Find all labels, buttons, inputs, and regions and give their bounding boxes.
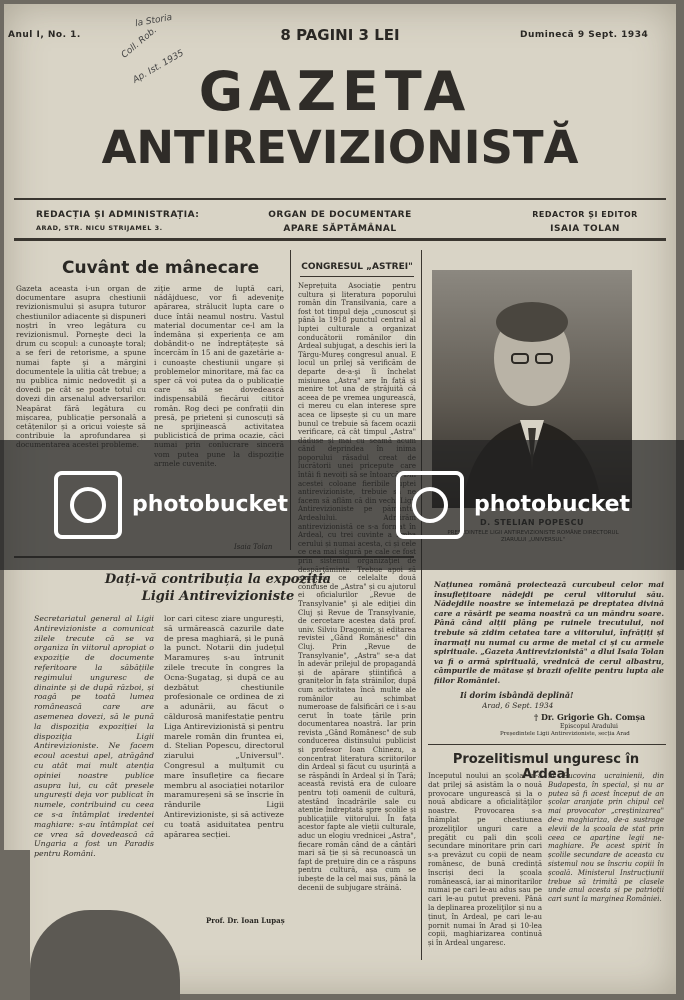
handwritten-note-1: la Storia: [134, 12, 173, 30]
masthead-rule-bottom: [14, 238, 666, 241]
prozelitism-column-2: în Bucovina ucrainienii, din Budapesta, în special, și nu ar putea să fi acest început de an școlar aranjate prin chipul cel mai provocator „creștinizarea" de-a maghiariza, de-a sustrage elevii de la școala de stat prin ceea ce aparține legii ne-maghiare. Pe acest spirit în școlile secundare de aceasta cu sistemul nou se înscriu copiii în școală. Ministerul Instrucțiunii trebue să trimită pe clasele unde anul acesta și pe patrioții cari sunt la marginea României.: [548, 772, 664, 904]
torn-edge-left: [0, 850, 30, 1000]
admin-label: REDACȚIA ȘI ADMINISTRAȚIA:: [36, 210, 200, 220]
watermark-band: [0, 440, 684, 570]
editor-name: ISAIA TOLAN: [550, 224, 620, 234]
masthead-rule-top: [14, 198, 666, 200]
editor-label: REDACTOR ȘI EDITOR: [532, 210, 638, 219]
prozelitism-column-1: Începutul noului an școlar n-a dat prilej să asistăm la o nouă provocare ungurească și la o nouă abdicare a oficialităţilor noastre. Provocarea s-a înămplat pe chestiunea prozeliţilor unguri care a pregătit cu pali din școli secundare minoritare prin cari s-a prevăzut cu copii de neam românesc, de bună credință înscriși deci la școala românească, iar ai minoritarilor numai pe cari le-au adus sau pe cari le-au putut preveni. Până la deplinarea prozeliţilor și nu a ținut, în Ardeal, pe cari le-au pornit numai în Arad și 10-lea copii, maghiarizarea continuă și în Ardeal ungaresc.: [428, 772, 542, 948]
masthead-title-line1: GAZETA: [198, 60, 472, 123]
frequency-label: APARE SĂPTĂMÂNAL: [283, 224, 397, 234]
proclamation-sig-title2: Președintele Ligii Antirevizioniste, secția Arad: [500, 731, 630, 737]
astra-headline: CONGRESUL „ASTREI": [301, 262, 413, 272]
masthead-title-line2: ANTIREVIZIONISTĂ: [101, 121, 579, 174]
expozitie-headline-1: Dați-vă contribuția la expoziția: [104, 572, 332, 587]
expozitie-column-1: Secretariatul general al Ligii Antirevizioniste a comunicat zilele trecute că se va organiza în viitorul apropiat o expoziție de documente referitoare la săbățiile regimului unguresc de dinainte și de după război, și roagă pe toată lumea românească care are asemenea dovezi, să le pună la dispoziția expoziției la dispoziţia Ligii Antirevizioniste. Ne facem ecoul acestui apel, atrăgând cu atât mai mult atenția opiniei noastre publice asupra lui, cu cât presele ungurești deja vor publicat în numele, contribuind cu ceea ce s-a întâmplat iredentei maghiare: s-au întâmplat cei ce vrea să dovedească că Ungaria a fost un Paradis pentru Români.: [34, 614, 154, 859]
proclamation-text: Națiunea română proiectează curcubeul celor mai însuflețitoare nădejdi pe cerul viitorului său. Nădejdile noastre se întemeiază pe dreptatea divină care a răsărit pe seama noastră ca un măndru soare. Până când alții plâng pe ruinele trecutului, noi trebuie să zidim cetatea tare a viitorului, înfrățiți și înarmați nu numai cu arme de metal ci și cu armele spirituale. „Gazeta Antirevizionistă" a dlui Isaia Tolan va fi o armă spirituală, vrednică de cerul albastru, câmpurile de mătase și brazii ofelite pentru lupta ale fiilor României.: [434, 580, 664, 685]
admin-address: ARAD, STR. NICU STRIJAMEL 3.: [36, 224, 163, 232]
cuvant-column-1: Gazeta aceasta i-un organ de documentare asupra chestiunii revizionismului și asupra tuturor chestiunilor adiacente și dispuneri noștri în vreo legătura cu revizionismul. Porneşte deci la drum cu scopul: a cunoaşte toral; a se feri de retorisme, a spune numai fapte şi a mărgini documentele la ulitia cât trebue; a nu publica nimic nedovedit şi a dovedi pe cât se poate totul cu dovezi din arsenalul adversarilor. Neapărat fără legătura cu mișcarea, publicație personală a cetățenilor și a oricui voiește să contribuie la aprofundarea și: [16, 284, 146, 441]
astra-text: Neprețuita Asociație pentru cultura și literatura poporului român din Transilvania, care a fost tot timpul deja „cunoscut şi până la 1918 punctul central al luptei culturale a organizat conducătorii românilor din Ardeal subjugat, a deschis ieri la Târgu-Mureş congresul anual. E locul un prilej să verificăm de departe de-a-şi îi închelat misiunea „Astra" are în față și menire tot una de ștrăjuită că aceea de pe vremea ungurească, ci mereu cu elan interese spre acea ce lipsește și cu un mare bunul ce trebuie să facem ocazii verificare, că cât timpul „Astra" amintim ce celelalte două conduse de „Astra" și cu ajutorul ei oficialurilor „Revue de Transylvanie" şi ale ediţiei din Cluj și Revue de Transylvanie, de cercetare acestea dată prof. univ. Silviu Dragomir, și editarea revistei „Gând Românesc" din Cluj. Prin „Revue de Transylvanie", „Astra" se-a dat în adevăr prilejul de propagandă și de apărare științifică a granițelor în fața străinilor, după cum activitatea încă multe ale românilor au schimbat numeroase de falsificări ce i s-au cerut în toate țările prin documentarea noastră. Iar prin revista „Gând Românesc" de sub conducerea distinsului publicist și profesor Ioan Chinezu, a concentrat literatura scriitorilor din Ardeal și făcut cu ușurință a se răspândi în Ardeal și în Țară; această revistă era de culoare pentru toți oamenii de cultură, atestând încadrările sale cu atenție îndreptată spre școlile și publicaţiile viitorului. În fața acestor fapte ale vieții culturale, aduc un elogiu vrednicei „Astra", fiecare român când de a cântări mari să ție și să recunoască un fapt de prețuire din ce a răspuns pentru cultură, așa cum se iubește de la cel mai sus, până la decenii de subjugare străină.: [298, 282, 416, 892]
cuvant-column-2: ziţie arme de luptă cari, nădăjduesc, vor fi adeveniţe apărarea, strălucit lupta care o duce întâi neamul nostru. Vastul material documentar ce-l am la îndemâna și experiența ce am dobândit-o ne îndreptățește să încercăm în 15 ani de gazetărie a-i cunoaște chestiunii ungare și problemelor minoritare, mă fac ca sper că voi putea da o publicație care să se dovedească indispensabilă fiecărui cititor român. Rog deci pe confrații din presă, pe prieteni și cunoscuți să ne sprijinească activitatea publicistică de prima ocazie, căci: [154, 284, 284, 441]
watermark-right: photobucket: [396, 471, 630, 539]
issue-date: Duminecă 9 Sept. 1934: [520, 30, 649, 40]
expozitie-headline-2: Ligii Antirevizioniste: [141, 589, 295, 604]
expozitie-signature: Prof. Dr. Ioan Lupaș: [206, 916, 285, 925]
column-divider-right: [421, 250, 422, 960]
expozitie-column-2: lor cari citesc ziare ungurești, să urmărească cazurile date de presa maghiară, și le pună la punct. Notarii din județul Maramureș s-au întrunit zilele trecute în congres la Ocna-Șugatag, și după ce au dezbătut chestiunile profesionale ce ordinea de zi a adunării, au făcut o căldurosă manifestație pentru Liga Antirevizionistă și pentru marele român din fruntea ei, d. Stelian Popescu, directorul ziarului „Universul". Congresul a mulțumit cu mare însuflețire ca fiecare membru al asociației notarilor maramureșeni să se înscrie în rândurile Ligii Antirevizioniste, și să activeze cu toată asiduitatea pentru apărarea secției.: [164, 614, 284, 839]
camera-logo-icon-2: [396, 471, 464, 539]
proclamation-place-date: Arad, 6 Sept. 1934: [482, 701, 554, 710]
proclamation-signature: † Dr. Grigorie Gh. Comșa: [534, 712, 646, 722]
watermark-left: photobucket: [54, 471, 288, 539]
price-label: 8 PAGINI 3 LEI: [280, 26, 400, 44]
issue-number: Anul I, No. 1.: [8, 30, 81, 40]
handwritten-note-2: Coll. Rob.: [119, 25, 160, 61]
proclamation-wish: Ii dorim isbândă deplină!: [460, 690, 574, 700]
prozelitism-headline: Prozelitismul unguresc în Ardeal: [452, 752, 640, 782]
proclamation-sig-title: Episcopul Aradului: [560, 723, 618, 730]
astra-rule: [300, 276, 414, 277]
organ-label: ORGAN DE DOCUMENTARE: [268, 210, 412, 220]
prozelitism-rule: [428, 744, 666, 745]
cuvant-headline: Cuvânt de mânecare: [62, 258, 260, 278]
camera-logo-icon: [54, 471, 122, 539]
handwritten-note-3: Ap. Ist. 1935: [131, 48, 186, 86]
